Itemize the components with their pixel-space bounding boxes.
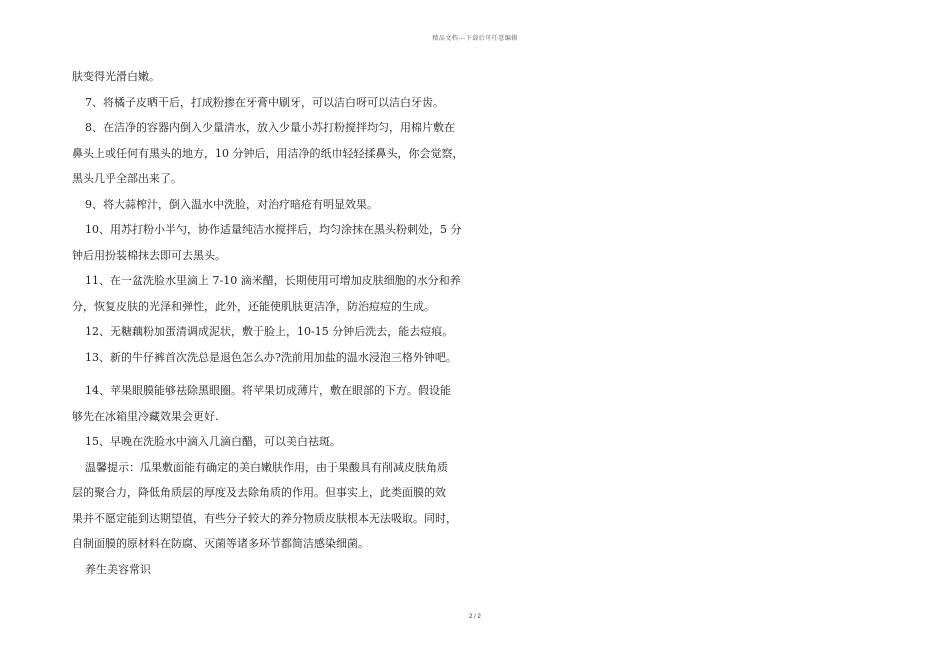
paragraph-14-line-2: 够先在冰箱里冷藏效果会更好. (72, 409, 219, 423)
tip-line-4: 自制面膜的原材料在防腐、灭菌等诸多环节都简洁感染细菌。 (72, 537, 369, 550)
paragraph-15: 15、早晚在洗脸水中滴入几滴白醋，可以美白祛斑。 (85, 435, 341, 448)
tip-line-1: 温馨提示：瓜果敷面能有确定的美白嫩肤作用，由于果酸具有削减皮肤角质 (85, 460, 448, 474)
paragraph-12: 12、无糖藕粉加蛋清调成泥状，敷于脸上，10-15 分钟后洗去，能去痘痕。 (85, 325, 454, 338)
paragraph-gap (72, 370, 472, 378)
paragraph-8-line-2: 鼻头上或任何有黑头的地方，10 分钟后，用洁净的纸巾轻轻揉鼻头，你会觉察， (72, 146, 464, 160)
tip-line-3: 果并不愿定能到达期望值，有些分子较大的养分物质皮肤根本无法吸取。同时， (72, 511, 457, 525)
section-heading: 养生美容常识 (85, 562, 151, 576)
paragraph-7: 7、将橘子皮晒干后，打成粉掺在牙膏中刷牙，可以洁白呀可以洁白牙齿。 (85, 95, 444, 109)
page-number: 2 / 2 (469, 614, 481, 620)
paragraph-9: 9、将大蒜榨汁，倒入温水中洗脸，对治疗暗疮有明显效果。 (85, 197, 378, 211)
paragraph-8-line-1: 8、在洁净的容器内倒入少量清水，放入少量小苏打粉搅拌均匀，用棉片敷在 (85, 121, 455, 134)
tip-line-2: 层的聚合力，降低角质层的厚度及去除角质的作用。但事实上，此类面膜的效 (72, 486, 446, 499)
paragraph-11-line-1: 11、在一盆洗脸水里滴上 7-10 滴米醋，长期使用可增加皮肤细胞的水分和养 (85, 274, 461, 287)
paragraph-11-line-2: 分，恢复皮肤的光泽和弹性，此外，还能使肌肤更洁净，防治痘痘的生成。 (72, 299, 435, 313)
paragraph-10-line-2: 钟后用扮装棉抹去即可去黑头。 (72, 248, 226, 262)
paragraph-13: 13、新的牛仔裤首次洗总是退色怎么办?洗前用加盐的温水浸泡三格外钟吧。 (85, 350, 457, 364)
paragraph-14-line-1: 14、苹果眼膜能够祛除黑眼圈。将苹果切成薄片，敷在眼部的下方。假设能 (85, 384, 451, 397)
page-header: 精品文档---下载后可任意编辑 (432, 35, 518, 42)
document-body (72, 64, 472, 582)
paragraph-8-line-3: 黑头几乎全部出来了。 (72, 172, 182, 185)
text-line: 肤变得光滑白嫩。 (72, 70, 160, 83)
paragraph-10-line-1: 10、用苏打粉小半勺，协作适量纯洁水搅拌后，均匀涂抹在黑头粉刺处，5 分 (85, 223, 462, 236)
